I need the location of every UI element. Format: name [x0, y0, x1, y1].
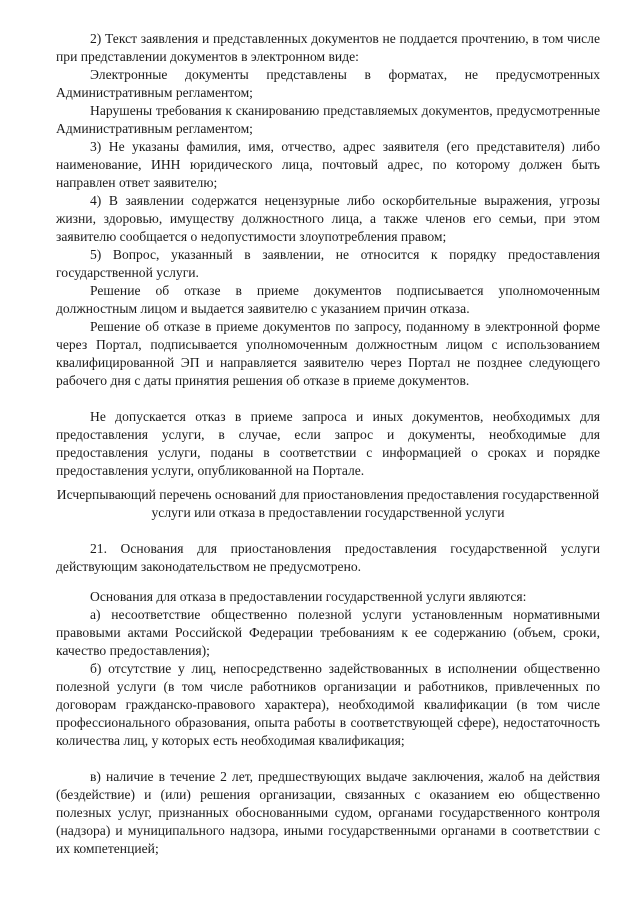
paragraph-electronic-refusal: Решение об отказе в приеме документов по запросу, поданному в электронной форме через Портал, подписывается уполномоченным должностным лицом с использованием квалифицированной ЭП и направляется заявителю через Портал не позднее следующего рабочего дня с даты принятия решения об отказе в приеме документов.	[56, 319, 600, 388]
section-heading: Исчерпывающий перечень оснований для приостановления предоставления государственной услуги или отказа в предоставлении государственной услуги	[56, 487, 600, 520]
paragraph-unreadable-documents: 2) Текст заявления и представленных документов не поддается прочтению, в том числе при представлении документов в электронном виде:	[56, 31, 600, 64]
paragraph-refusal-grounds-intro: Основания для отказа в предоставлении государственной услуги являются:	[90, 589, 527, 604]
list-item-a: а) несоответствие общественно полезной услуги установленным нормативными правовыми актами Российской Федерации требованиям к ее содержанию (объем, сроки, качество предоставления);	[56, 607, 600, 658]
paragraph-unrelated-question: 5) Вопрос, указанный в заявлении, не относится к порядку предоставления государственной услуги.	[56, 247, 600, 280]
paragraph-scanning-requirements: Нарушены требования к сканированию представляемых документов, предусмотренные Административным регламентом;	[56, 103, 600, 136]
paragraph-electronic-formats: Электронные документы представлены в форматах, не предусмотренных Административным регламентом;	[56, 67, 600, 100]
paragraph-refusal-not-allowed: Не допускается отказ в приеме запроса и иных документов, необходимых для предоставления услуги, в случае, если запрос и документы, необходимые для предоставления услуги, поданы в соответствии с информацией о сроках и порядке предоставления услуги, опубликованной на Портале.	[56, 409, 600, 478]
list-item-v: в) наличие в течение 2 лет, предшествующих выдаче заключения, жалоб на действия (бездействие) и (или) решения организации, связанных с оказанием ею общественно полезных услуг, признанных обоснованными судом, органами государственного контроля (надзора) и муниципального надзора, иными государственными органами в соответствии с их компетенцией;	[56, 769, 600, 856]
paragraph-offensive-content: 4) В заявлении содержатся нецензурные либо оскорбительные выражения, угрозы жизни, здоровью, имуществу должностного лица, а также членов его семьи, при этом заявителю сообщается о недопустимости злоупотребления правом;	[56, 193, 600, 244]
paragraph-suspension-grounds: 21. Основания для приостановления предоставления государственной услуги действующим законодательством не предусмотрено.	[56, 541, 600, 574]
list-item-b: б) отсутствие у лиц, непосредственно задействованных в исполнении общественно полезной услуги (в том числе работников организации и работников, привлеченных по договорам гражданско-правового характера), необходимой квалификации (в том числе профессионального образования, опыта работы в соответствующей сфере), недостаточность количества лиц, у которых есть необходимая квалификация;	[56, 661, 600, 748]
paragraph-missing-applicant-data: 3) Не указаны фамилия, имя, отчество, адрес заявителя (его представителя) либо наименование, ИНН юридического лица, почтовый адрес, по которому должен быть направлен ответ заявителю;	[56, 139, 600, 190]
paragraph-refusal-decision: Решение об отказе в приеме документов подписывается уполномоченным должностным лицом и выдается заявителю с указанием причин отказа.	[56, 283, 600, 316]
